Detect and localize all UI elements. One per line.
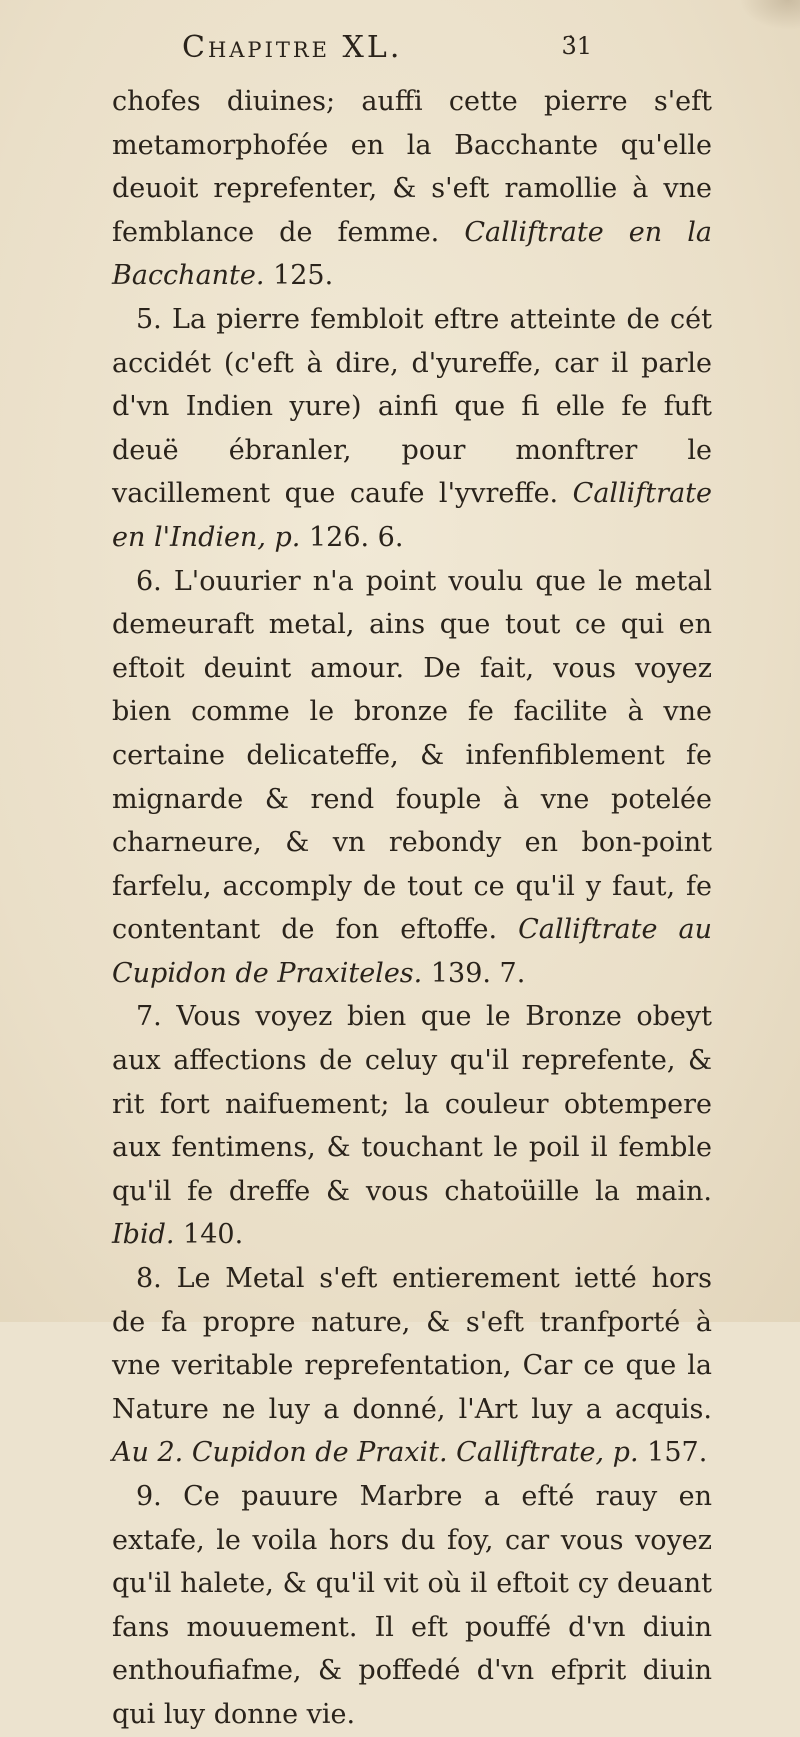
citation-ref: 139. 7. (430, 957, 526, 989)
citation: Calliftrate au Cupidon de Praxiteles. (112, 914, 713, 989)
citation: Calliftrate en l'Indien, p. (112, 478, 712, 553)
paragraph-text: Le Metal s'eft entierement ietté hors de fa propre nature, & s'eft tranfporté à vne veritable reprefentation, Car ce que la Nature ne luy a donné, l'Art luy a acquis. (112, 1263, 712, 1425)
running-head: Chapitre XL. (182, 30, 403, 65)
paragraph-5 (112, 298, 712, 560)
paragraph-text: La pierre fembloit eftre atteinte de cét accidét (c'eft à dire, d'yureffe, car il parle d'vn Indien yure) ainfi que fi elle fe fuft deuë ébranler, pour monftrer le vacillement que caufe l'yvreffe. (112, 303, 712, 510)
paragraph-number: 8. (136, 1263, 162, 1295)
paragraph-text: L'ouurier n'a point voulu que le metal demeuraft metal, ains que tout ce qui en eftoit deuint amour. De fait, vous voyez bien comme le bronze fe facilite à vne certaine delicateffe, & infenfiblement fe mignarde & rend fouple à vne potelée charneure, & vn rebondy en bon-point farfelu, accomply de tout ce qu'il y faut, fe contentant de fon eftoffe. (112, 565, 712, 946)
paragraph-text: Ce pauure Marbre a efté rauy en extafe, le voila hors du foy, car vous voyez qu'il halete, & qu'il vit où il eftoit cy deuant fans mouuement. Il eft pouffé d'vn diuin enthoufiafme, & poffedé d'vn efprit diuin qui luy donne vie. (112, 1481, 712, 1730)
paragraph-4-continuation (112, 80, 712, 298)
page-corner-stain (740, 0, 800, 30)
page-header (182, 30, 592, 74)
body-text (112, 80, 712, 1737)
paragraph-8 (112, 1257, 712, 1475)
paragraph-number: 9. (136, 1481, 162, 1512)
paragraph-6 (112, 560, 712, 996)
citation-ref: 157. (647, 1437, 708, 1469)
citation-ref: 126. 6. (308, 521, 404, 553)
citation-ref: 125. (273, 260, 334, 292)
citation: Calliftrate en la Bacchante. (112, 216, 712, 292)
paragraph-number: 5. (136, 303, 162, 335)
paragraph-text: Vous voyez bien que le Bronze obeyt aux affections de celuy qu'il reprefente, & rit fort naifuement; la couleur obtempere aux fentimens, & touchant le poil il femble qu'il fe dreffe & vous chatoüille la main. (112, 1001, 712, 1207)
page-number: 3̇1 (561, 32, 592, 60)
paragraph-9 (112, 1475, 712, 1737)
citation: Au 2. Cupidon de Praxit. Calliftrate, p. (112, 1437, 639, 1469)
paragraph-number: 7. (136, 1001, 162, 1033)
paragraph-number: 6. (136, 565, 162, 597)
paragraph-text: chofes diuines; auffi cette pierre s'eft metamorphofée en la Bacchante qu'elle deuoit reprefenter, & s'eft ramollie à vne femblance de femme. (112, 86, 712, 248)
citation: Ibid. (112, 1219, 175, 1251)
paragraph-7 (112, 995, 712, 1257)
citation-ref: 140. (183, 1219, 244, 1251)
